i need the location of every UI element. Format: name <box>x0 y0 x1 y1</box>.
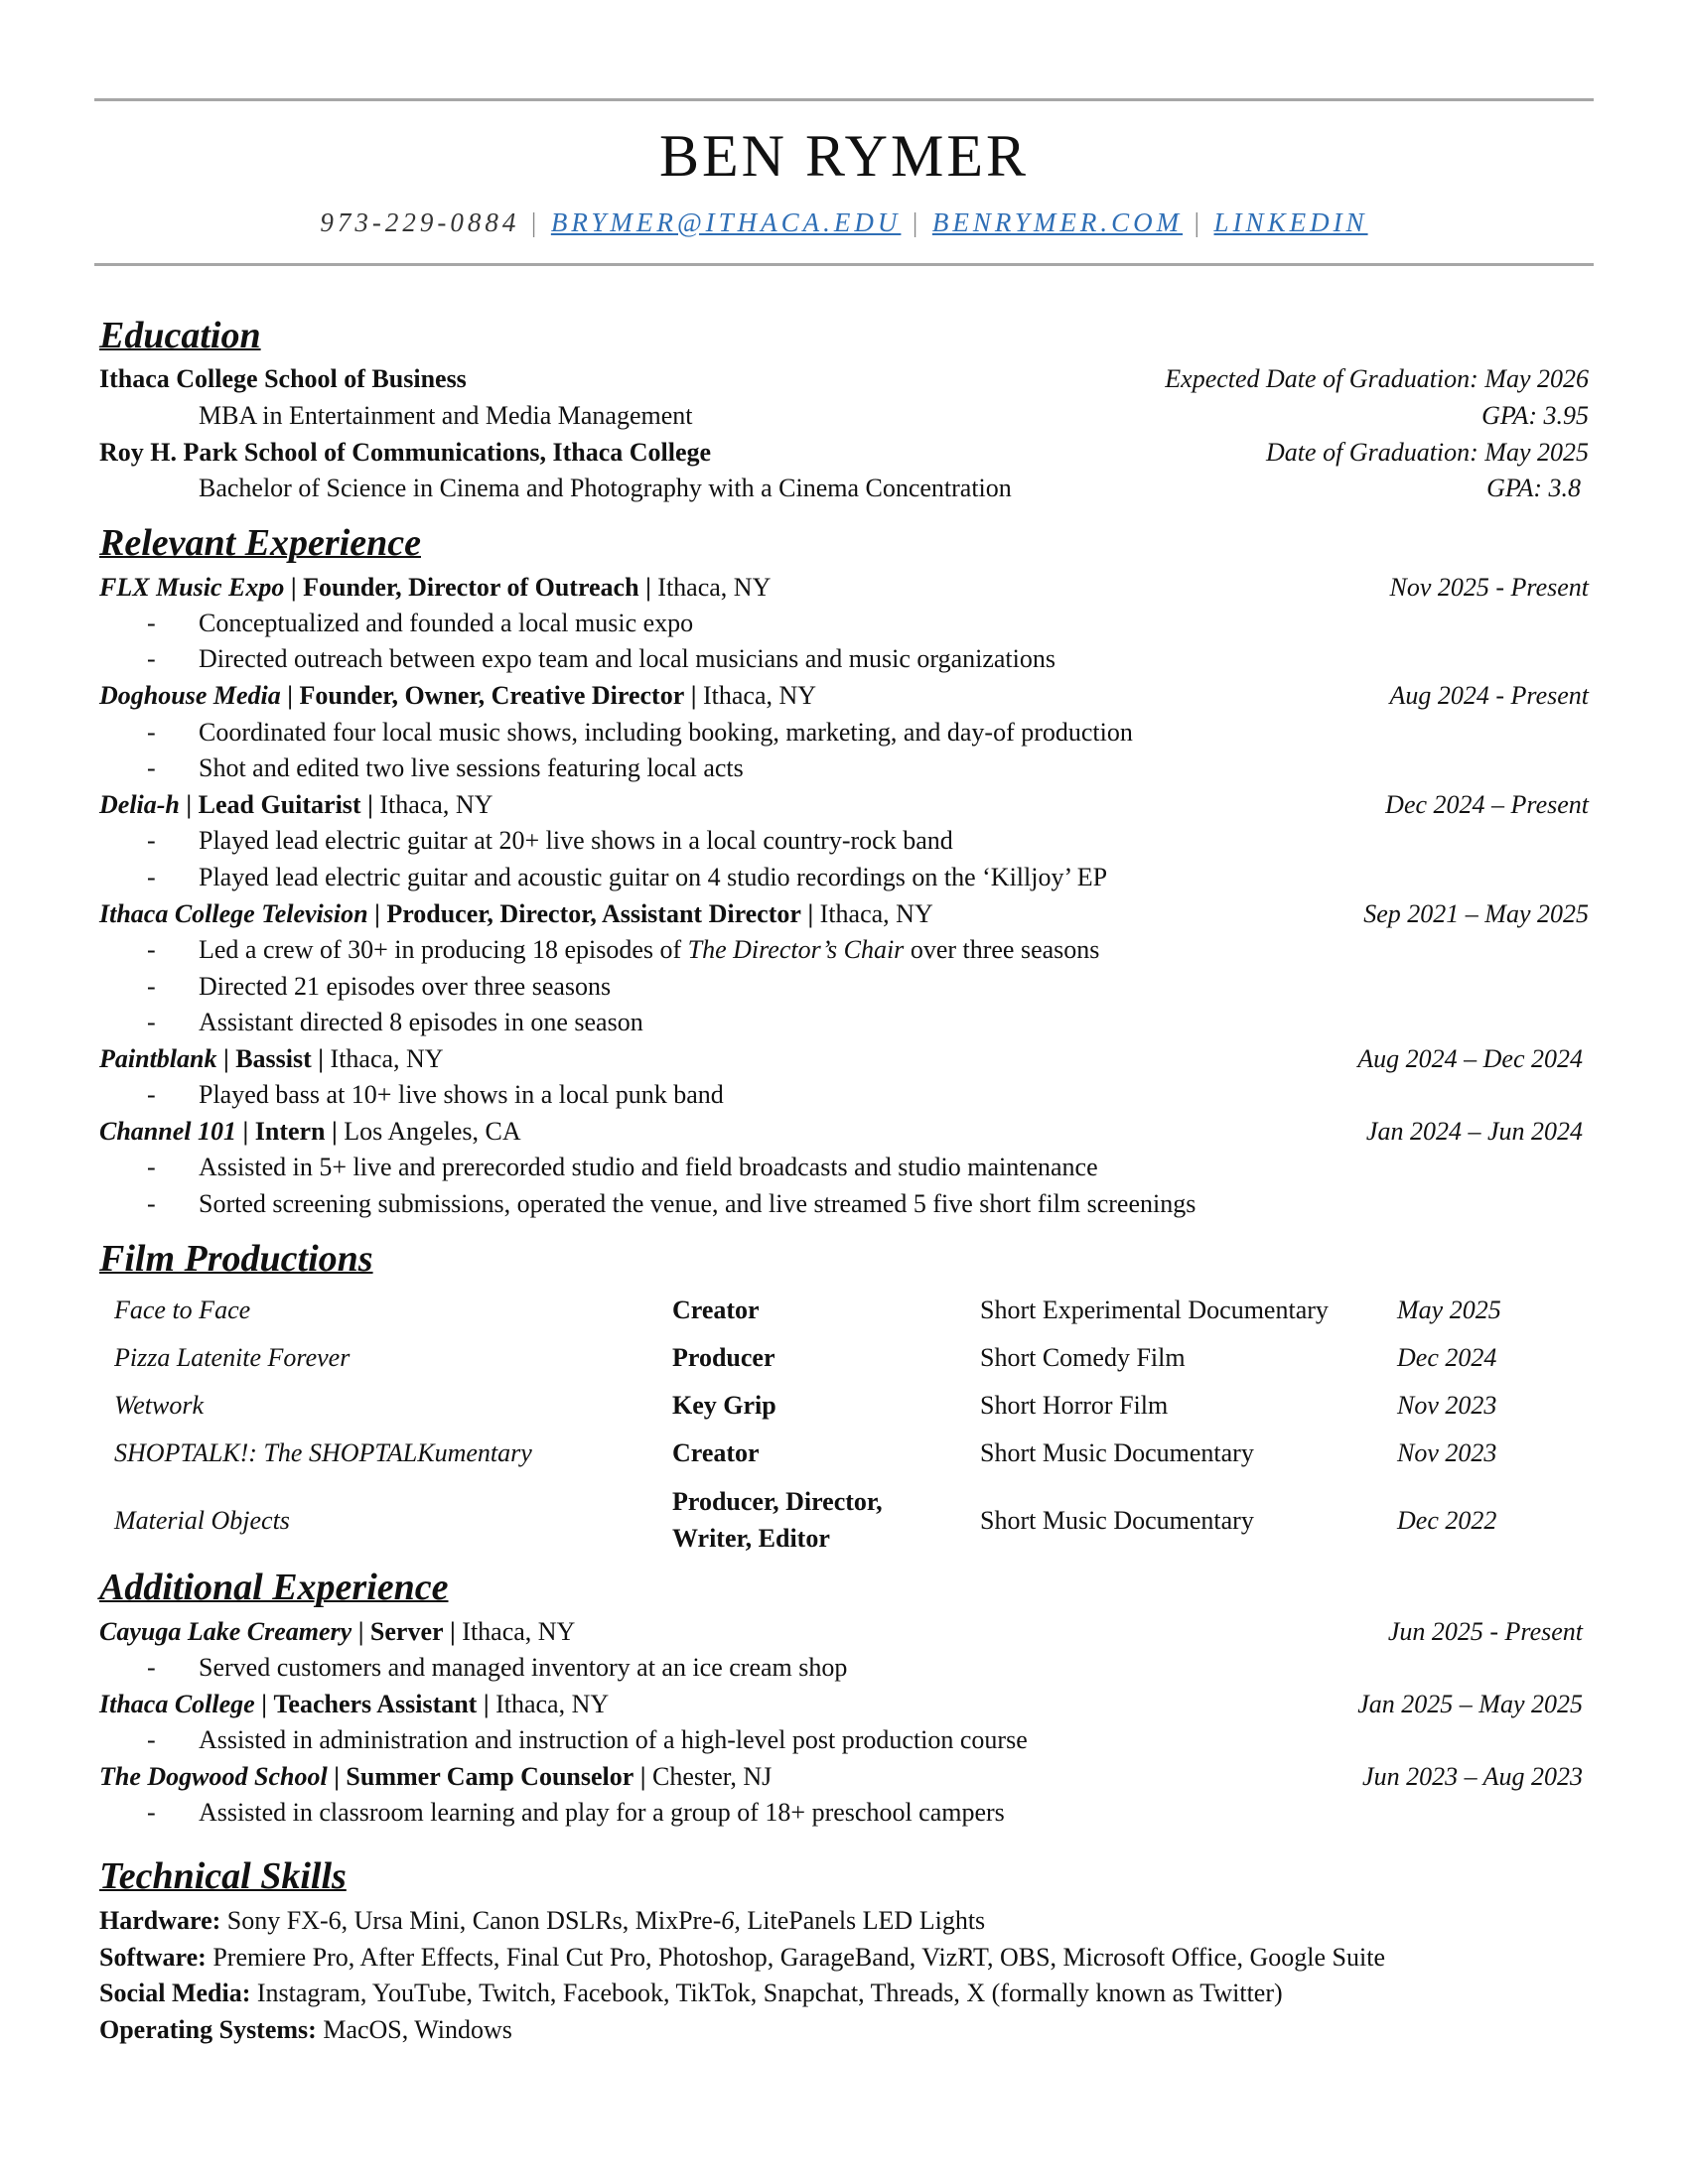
job-org: Channel 101 <box>99 1117 236 1146</box>
degree: MBA in Entertainment and Media Management <box>199 401 693 430</box>
job-location: Ithaca, NY <box>819 899 933 928</box>
job-bullet: - Served customers and managed inventory at an ice cream shop <box>147 1653 848 1682</box>
film-date: Dec 2022 <box>1397 1506 1497 1535</box>
film-kind: Short Music Documentary <box>980 1506 1254 1535</box>
job-date: Jun 2023 – Aug 2023 <box>1362 1762 1583 1791</box>
job-location: Ithaca, NY <box>379 790 493 819</box>
job-location: Ithaca, NY <box>495 1690 610 1718</box>
phone-number: 973-229-0884 <box>320 207 520 237</box>
job-header: Paintblank | Bassist | Ithaca, NY Aug 2024 – Dec 2024 <box>99 1041 1589 1077</box>
job-bullet: - Directed outreach between expo team and local musicians and music organizations <box>147 644 1055 673</box>
job-bullet: - Led a crew of 30+ in producing 18 episodes of The Director’s Chair over three seasons <box>147 935 1100 964</box>
job-location: Ithaca, NY <box>330 1044 444 1073</box>
job-header: FLX Music Expo | Founder, Director of Outreach | Ithaca, NY Nov 2025 - Present <box>99 570 1589 606</box>
film-date: Nov 2023 <box>1397 1438 1497 1467</box>
education-entry <box>99 435 1589 471</box>
gpa: GPA: 3.8 <box>1486 474 1581 502</box>
degree: Bachelor of Science in Cinema and Photography with a Cinema Concentration <box>199 474 1012 502</box>
additional-experience-heading: Additional Experience <box>99 1567 449 1608</box>
job-bullet: - Assisted in 5+ live and prerecorded studio and field broadcasts and studio maintenance <box>147 1153 1098 1181</box>
job-date: Aug 2024 – Dec 2024 <box>1357 1044 1583 1073</box>
top-divider <box>94 98 1594 101</box>
job-org: The Dogwood School <box>99 1762 328 1791</box>
job-role: Lead Guitarist <box>198 790 361 819</box>
skill-label: Software: <box>99 1943 207 1972</box>
separator: | <box>1193 207 1204 237</box>
job-date: Nov 2025 - Present <box>1389 573 1589 602</box>
job-bullet: - Coordinated four local music shows, including booking, marketing, and day-of production <box>147 718 1133 747</box>
technical-skills-heading: Technical Skills <box>99 1855 347 1897</box>
film-role: Producer, Director, <box>672 1487 883 1516</box>
job-bullet: - Played lead electric guitar at 20+ live shows in a local country-rock band <box>147 826 953 855</box>
job-org: Delia-h <box>99 790 180 819</box>
job-location: Ithaca, NY <box>657 573 772 602</box>
job-org: Ithaca College Television <box>99 899 368 928</box>
skill-label: Hardware: <box>99 1906 221 1935</box>
job-role: Summer Camp Counselor <box>346 1762 634 1791</box>
job-bullet: - Sorted screening submissions, operated the venue, and live streamed 5 five short film screenings <box>147 1189 1196 1218</box>
job-date: Dec 2024 – Present <box>1385 790 1589 819</box>
film-date: Nov 2023 <box>1397 1391 1497 1420</box>
job-header: Delia-h | Lead Guitarist | Ithaca, NY Dec 2024 – Present <box>99 787 1589 823</box>
candidate-name: BEN RYMER <box>658 123 1030 189</box>
job-header: Ithaca College | Teachers Assistant | Ithaca, NY Jan 2025 – May 2025 <box>99 1687 1589 1722</box>
film-title: Material Objects <box>114 1506 290 1535</box>
skill-label: Operating Systems: <box>99 2015 317 2044</box>
skill-row: Software: Premiere Pro, After Effects, Final Cut Pro, Photoshop, GarageBand, VizRT, OBS, Microsoft Office, Google Suite <box>99 1943 1386 1972</box>
film-title: SHOPTALK!: The SHOPTALKumentary <box>114 1438 532 1467</box>
job-org: Paintblank <box>99 1044 217 1073</box>
school-name: Ithaca College School of Business <box>99 364 467 393</box>
job-bullet: - Conceptualized and founded a local music expo <box>147 609 694 637</box>
job-date: Jun 2025 - Present <box>1387 1617 1583 1646</box>
job-role: Intern <box>254 1117 326 1146</box>
job-header: Channel 101 | Intern | Los Angeles, CA Jan 2024 – Jun 2024 <box>99 1114 1589 1150</box>
education-heading: Education <box>99 315 261 356</box>
job-bullet: - Played bass at 10+ live shows in a local punk band <box>147 1080 724 1109</box>
skill-label: Social Media: <box>99 1979 251 2007</box>
job-date: Sep 2021 – May 2025 <box>1363 899 1589 928</box>
film-title: Face to Face <box>114 1296 251 1324</box>
job-location: Chester, NJ <box>652 1762 773 1791</box>
skill-row: Social Media: Instagram, YouTube, Twitch, Facebook, TikTok, Snapchat, Threads, X (formally known as Twitter) <box>99 1979 1283 2007</box>
job-date: Jan 2024 – Jun 2024 <box>1365 1117 1583 1146</box>
film-date: Dec 2024 <box>1397 1343 1497 1372</box>
film-role: Writer, Editor <box>672 1524 830 1553</box>
film-kind: Short Experimental Documentary <box>980 1296 1329 1324</box>
job-location: Los Angeles, CA <box>344 1117 521 1146</box>
job-role: Bassist <box>235 1044 312 1073</box>
email-link[interactable]: BRYMER@ITHACA.EDU <box>550 207 902 237</box>
job-bullet: - Directed 21 episodes over three seasons <box>147 972 612 1001</box>
gpa: GPA: 3.95 <box>1481 401 1589 430</box>
website-link[interactable]: BENRYMER.COM <box>931 207 1184 237</box>
job-bullet: - Shot and edited two live sessions featuring local acts <box>147 753 744 782</box>
job-role: Teachers Assistant <box>273 1690 478 1718</box>
bottom-divider <box>94 263 1594 266</box>
job-location: Ithaca, NY <box>702 681 817 710</box>
job-location: Ithaca, NY <box>462 1617 576 1646</box>
separator: | <box>529 207 541 237</box>
job-org: Cayuga Lake Creamery <box>99 1617 352 1646</box>
film-kind: Short Horror Film <box>980 1391 1169 1420</box>
linkedin-link[interactable]: LINKEDIN <box>1213 207 1368 237</box>
film-role: Key Grip <box>672 1391 776 1420</box>
separator: | <box>911 207 922 237</box>
job-header: The Dogwood School | Summer Camp Counselor | Chester, NJ Jun 2023 – Aug 2023 <box>99 1759 1589 1795</box>
relevant-experience-heading: Relevant Experience <box>99 522 421 564</box>
job-org: Ithaca College <box>99 1690 255 1718</box>
job-bullet: - Played lead electric guitar and acoustic guitar on 4 studio recordings on the ‘Killjoy’ EP <box>147 863 1108 891</box>
school-name: Roy H. Park School of Communications, Ithaca College <box>99 438 712 467</box>
job-org: FLX Music Expo <box>99 573 285 602</box>
job-bullet: - Assisted in administration and instruction of a high-level post production course <box>147 1725 1028 1754</box>
film-role: Creator <box>672 1438 760 1467</box>
graduation-date: Expected Date of Graduation: May 2026 <box>1165 364 1589 393</box>
job-header: Cayuga Lake Creamery | Server | Ithaca, NY Jun 2025 - Present <box>99 1614 1589 1650</box>
contact-line <box>0 205 1688 240</box>
job-role: Founder, Director of Outreach <box>303 573 639 602</box>
job-role: Server <box>369 1617 444 1646</box>
show-title: The Director’s Chair <box>687 935 905 964</box>
job-role: Founder, Owner, Creative Director <box>299 681 685 710</box>
graduation-date: Date of Graduation: May 2025 <box>1266 438 1589 467</box>
job-header: Ithaca College Television | Producer, Director, Assistant Director | Ithaca, NY Sep 2021 – May 2025 <box>99 896 1589 932</box>
job-date: Aug 2024 - Present <box>1389 681 1589 710</box>
film-title: Wetwork <box>114 1391 205 1420</box>
skill-row: Hardware: Sony FX-6, Ursa Mini, Canon DSLRs, MixPre-6, LitePanels LED Lights <box>99 1906 986 1935</box>
film-date: May 2025 <box>1397 1296 1501 1324</box>
education-entry <box>99 361 1589 397</box>
job-date: Jan 2025 – May 2025 <box>1357 1690 1583 1718</box>
job-bullet: - Assisted in classroom learning and play for a group of 18+ preschool campers <box>147 1798 1005 1827</box>
skill-row: Operating Systems: MacOS, Windows <box>99 2015 512 2044</box>
job-role: Producer, Director, Assistant Director <box>386 899 801 928</box>
film-role: Producer <box>672 1343 775 1372</box>
job-org: Doghouse Media <box>99 681 281 710</box>
film-kind: Short Music Documentary <box>980 1438 1254 1467</box>
film-productions-heading: Film Productions <box>99 1238 373 1280</box>
film-role: Creator <box>672 1296 760 1324</box>
film-title: Pizza Latenite Forever <box>114 1343 351 1372</box>
job-bullet: - Assistant directed 8 episodes in one season <box>147 1008 643 1036</box>
job-header: Doghouse Media | Founder, Owner, Creative Director | Ithaca, NY Aug 2024 - Present <box>99 678 1589 714</box>
film-kind: Short Comedy Film <box>980 1343 1186 1372</box>
